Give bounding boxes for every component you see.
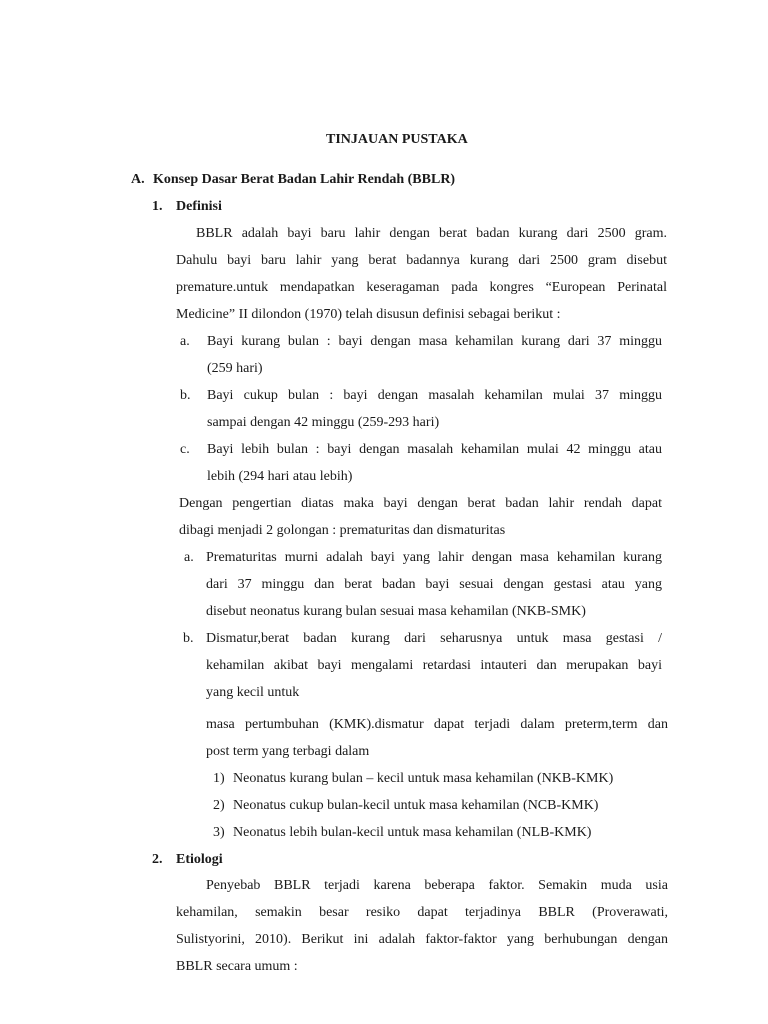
numbered-item: Neonatus kurang bulan – kecil untuk masa kehamilan (NKB-KMK) (233, 771, 614, 786)
paragraph-line: Penyebab BBLR terjadi karena beberapa faktor. Semakin muda usia (206, 878, 668, 893)
list-item-line: Bayi cukup bulan : bayi dengan masalah kehamilan mulai 37 minggu (207, 388, 662, 403)
paragraph-line: dibagi menjadi 2 golongan : prematuritas dan dismaturitas (179, 523, 506, 538)
numbered-marker: 3) (213, 825, 225, 840)
list-item-line: lebih (294 hari atau lebih) (207, 469, 353, 484)
subsection-2-marker: 2. (152, 852, 163, 867)
list-marker: b. (180, 388, 191, 403)
list-item-line: disebut neonatus kurang bulan sesuai masa kehamilan (NKB-SMK) (206, 604, 586, 619)
numbered-marker: 2) (213, 798, 225, 813)
list-item-line: Bayi kurang bulan : bayi dengan masa kehamilan kurang dari 37 minggu (207, 334, 662, 349)
list-marker: a. (184, 550, 194, 565)
subsection-1-heading: Definisi (176, 199, 222, 214)
list-marker: c. (180, 442, 190, 457)
list-item-line: Prematuritas murni adalah bayi yang lahir dengan masa kehamilan kurang (206, 550, 662, 565)
paragraph-line: BBLR secara umum : (176, 959, 298, 974)
list-marker: b. (183, 631, 194, 646)
paragraph-line: Dahulu bayi baru lahir yang berat badannya kurang dari 2500 gram disebut (176, 253, 667, 268)
paragraph-line: post term yang terbagi dalam (206, 744, 370, 759)
list-item-line: Bayi lebih bulan : bayi dengan masalah kehamilan mulai 42 minggu atau (207, 442, 662, 457)
list-item-line: dari 37 minggu dan berat badan bayi sesuai dengan gestasi atau yang (206, 577, 662, 592)
section-a-heading: Konsep Dasar Berat Badan Lahir Rendah (BBLR) (153, 172, 456, 187)
subsection-2-heading: Etiologi (176, 852, 223, 867)
paragraph-line: Sulistyorini, 2010). Berikut ini adalah faktor-faktor yang berhubungan dengan (176, 932, 668, 947)
list-item-line: kehamilan akibat bayi mengalami retardasi intauteri dan merupakan bayi (206, 658, 662, 673)
paragraph-line: kehamilan, semakin besar resiko dapat terjadinya BBLR (Proverawati, (176, 905, 668, 920)
list-item-line: sampai dengan 42 minggu (259-293 hari) (207, 415, 440, 430)
list-item-line: (259 hari) (207, 361, 263, 376)
numbered-item: Neonatus lebih bulan-kecil untuk masa kehamilan (NLB-KMK) (233, 825, 592, 840)
list-item-line: yang kecil untuk (206, 685, 300, 700)
numbered-item: Neonatus cukup bulan-kecil untuk masa kehamilan (NCB-KMK) (233, 798, 599, 813)
subsection-1-marker: 1. (152, 199, 163, 214)
list-marker: a. (180, 334, 190, 349)
paragraph-line: BBLR adalah bayi baru lahir dengan berat badan kurang dari 2500 gram. (196, 226, 667, 241)
paragraph-line: premature.untuk mendapatkan keseragaman pada kongres “European Perinatal (176, 280, 667, 295)
list-item-line: Dismatur,berat badan kurang dari seharusnya untuk masa gestasi / (206, 631, 662, 646)
paragraph-line: Medicine” II dilondon (1970) telah disusun definisi sebagai berikut : (176, 307, 561, 322)
page-title: TINJAUAN PUSTAKA (326, 132, 468, 147)
paragraph-line: masa pertumbuhan (KMK).dismatur dapat terjadi dalam preterm,term dan (206, 717, 668, 732)
numbered-marker: 1) (213, 771, 225, 786)
paragraph-line: Dengan pengertian diatas maka bayi dengan berat badan lahir rendah dapat (179, 496, 662, 511)
section-a-marker: A. (131, 172, 145, 187)
